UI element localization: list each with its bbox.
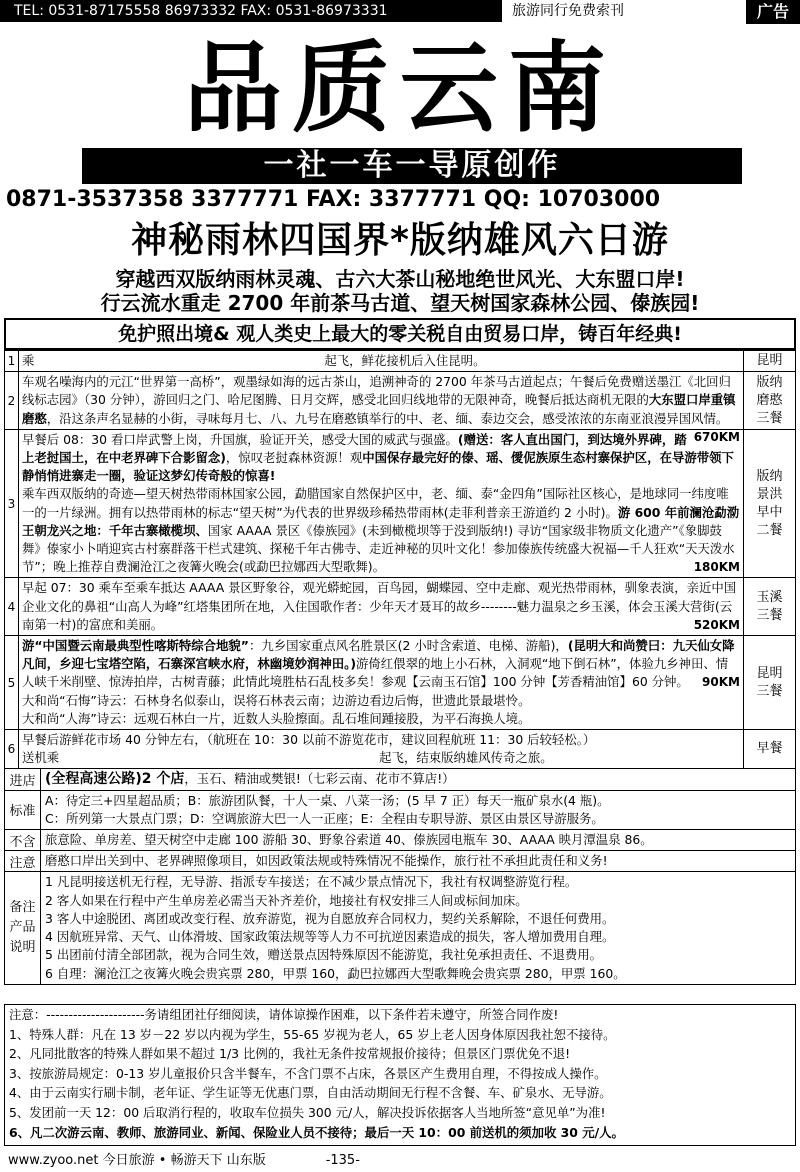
day-content: [19, 351, 743, 371]
tour-subtitle-1: 穿越西双版纳雨林灵魂、古六大茶山秘地绝世风光、大东盟口岸!: [115, 267, 685, 291]
day-text: 乘车西双版纳的奇迹—望天树热带雨林国家公园，勐腊国家自然保护区中，老、缅、泰“金四角”国际社区核心，是地球同一纬度唯一的一片绿洲。拥有以热带雨林的标志“望天树”为代表的世界级珍稀热带雨林(走菲利普亲王游道约 2 小时)。: [22, 486, 729, 520]
info-remarks: [5, 871, 795, 983]
day-text-bold: 大东盟口岸重镇磨憨: [22, 392, 736, 426]
remark-item: 4 因航班异常、天气、山体滑坡、国家政策法规等等人力不可抗逆因素造成的损失，客人增加费用自理。: [45, 929, 615, 945]
day-text: 早餐后 08：30 看口岸武警上岗，升国旗，验证开关，感受大国的威武与强盛。: [22, 431, 458, 447]
day-meal: 玉溪 三餐: [743, 578, 795, 635]
remark-item: 1 凡昆明接送机无行程，无导游、指派专车接送；在不减少景点情况下，我社有权调整游览行程。: [45, 874, 578, 890]
page-footer: [0, 1150, 800, 1172]
note-item: 5、发团前一天 12：00 后取消行程的，收取车位损失 300 元/人，解决投诉依据客人当地所签“意见单”为准!: [9, 1104, 606, 1120]
notes-heading: [9, 1005, 791, 1025]
footer-site: www.zyoo.net 今日旅游 • 畅游天下 山东版: [8, 1153, 266, 1168]
brand-slogan: 一社一车一导原创作: [82, 148, 742, 184]
brand-title: 品质云南: [183, 32, 616, 146]
itinerary-day-6: [5, 729, 795, 768]
info-label: 注意: [5, 851, 41, 871]
note-item: 4、由于云南实行刷卡制，老年证、学生证等无优惠门票，自由活动期间无行程不含餐、车、矿泉水、无导游。: [9, 1085, 612, 1101]
footer-page-number: -135-: [325, 1153, 360, 1168]
day-text: ，惊叹老挝森林资源！观: [225, 450, 363, 466]
day-number: 4: [5, 578, 19, 635]
day-text: 早餐后游鲜花市场 40 分钟左右，（航班在 10：30 以前不游览花市，建议回程航班 11：30 后较轻松。）: [22, 732, 596, 748]
day-text: 起飞，结束版纳雄风传奇之旅。: [379, 750, 553, 766]
remark-item: 5 出团前付清全部团款，视为合同生效，赠送景点因特殊原因不能游览，我社免承担责任、不退费用。: [45, 947, 603, 963]
contact-banner: TEL: 0531-87175558 86973332 FAX: 0531-86973331: [0, 0, 502, 22]
day-content: [19, 430, 743, 578]
info-content: [41, 769, 795, 789]
day-meal: 早餐: [743, 730, 795, 768]
info-standard: [5, 790, 795, 829]
day-text: 大和尚“石悔”诗云：石林身名似泰山，误将石林表云南；边游边看边后悔，世遗此景最堪怜。: [22, 692, 531, 708]
itinerary-day-5: [5, 635, 795, 729]
ad-badge: 广告: [746, 0, 800, 24]
day-content: [19, 636, 743, 729]
info-text-bold: (全程高速公路)2 个店: [45, 771, 185, 788]
info-text: ，玉石、精油或樊银!（七彩云南、花市不算店!）: [184, 771, 455, 787]
day-text: 乘: [22, 353, 35, 368]
remark-item: 6 自理：澜沧江之夜篝火晚会贵宾票 280，甲票 160，勐巴拉娜西大型歌舞晚会贵宾票 280，甲票 160。: [45, 965, 626, 981]
day-distance: 520KM: [693, 617, 740, 632]
info-content: [41, 872, 795, 983]
day-number: 2: [5, 372, 19, 429]
tour-highlight: 免护照出境& 观人类史上最大的零关税自由贸易口岸，铸百年经典!: [4, 318, 796, 350]
info-label: 不含: [5, 830, 41, 850]
day-meal: 昆明: [743, 351, 795, 371]
notes-head-dashes: ----------------------: [46, 1007, 145, 1022]
day-content: [19, 730, 743, 768]
info-text: A：待定三+四星超品质；B：旅游团队餐，十人一桌、八菜一汤；(5 早 7 正）每天一瓶矿泉水(4 瓶)。: [45, 792, 610, 808]
day-text: 国家 AAAA 景区《傣族园》(未到橄榄坝等于没到版纳!) 寻访“国家级非物质文化遗产”《象脚鼓舞》傣家小卜哨迎宾古村寨群落干栏式建筑、探秘千年古佛寺、走近神秘的贝叶文化！参加傣族传统盛大祝福—千人狂欢“天天泼水节”；晚上推荐自费澜沧江之夜篝火晚会(或勐巴拉娜西大型歌舞)。: [22, 522, 735, 575]
day-number: 6: [5, 730, 19, 768]
note-item: 3、按旅游局规定：0-13 岁儿童报价只含半餐车，不含门票不占床，各景区产生费用自理，不得按成人操作。: [9, 1065, 607, 1081]
info-content: [41, 791, 795, 829]
tour-subtitle-2: 行云流水重走 2700 年前茶马古道、望天树国家森林公园、傣族园!: [100, 291, 700, 315]
terms-notes: [4, 1004, 796, 1146]
day-text-bold: (赠送：客人直出国门，到达境外界碑，踏上老挝国土，在中老界碑下合影留念): [22, 431, 687, 466]
tour-title: 神秘雨林四国界*版纳雄风六日游: [131, 220, 669, 261]
remark-item: 3 客人中途脱团、离团或改变行程、放弃游览，视为自愿放弃合同权力，契约关系解除，不退任何费用。: [45, 910, 615, 926]
info-attention: [5, 850, 795, 871]
itinerary-day-3: [5, 429, 795, 578]
info-label: 标准: [5, 791, 41, 829]
day-text: 送机乘: [22, 750, 60, 766]
day-meal: 版纳 景洪 早中 二餐: [743, 430, 795, 578]
day-meal: 昆明 三餐: [743, 636, 795, 729]
info-label: 备注 产品 说明: [5, 872, 41, 983]
itinerary-day-4: [5, 577, 795, 635]
day-number: 1: [5, 351, 19, 371]
day-text-bold: (昆明大和尚赞曰：九天仙女降凡间，乡迎七宝塔空陷，石寨深宫峡水府，林幽境妙润神田。): [22, 638, 735, 672]
note-item: 2、凡同批散客的特殊人群如果不超过 1/3 比例的，我社无条件按常规报价接待；但景区门票优免不退!: [9, 1046, 571, 1062]
top-bar: [0, 0, 800, 24]
day-text-bold: 中国保存最完好的傣、瑶、僾伲族原生态村寨保护区，在导游带领下静悄悄进寨走一圈，验证这梦幻传奇般的惊喜!: [22, 450, 734, 484]
day-text: ，沿这条声名显赫的小街，寻味每月七、八、九号在磨憨镇举行的中、老、缅、泰边交会，感受浓浓的东南亚浪漫异国风情。: [46, 410, 729, 426]
notes-head-label: 注意：: [9, 1007, 47, 1022]
remark-item: 2 客人如果在行程中产生单房差必需当天补齐差价，地接社有权安排三人间或标间加床。: [45, 892, 528, 908]
day-distance: 90KM: [702, 675, 740, 690]
notes-head-text: 务请组团社仔细阅读，请体谅操作困难，以下条件若未遵守，所签合同作废!: [144, 1007, 559, 1022]
day-number: 5: [5, 636, 19, 729]
day-text: 起飞，鲜花接机后入住昆明。: [324, 353, 486, 368]
day-content: [19, 578, 743, 635]
info-content: 磨憨口岸出关到中、老界碑照像项目，如因政策法规或特殊情况不能操作，旅行社不承担此责任和义务!: [45, 853, 608, 869]
note-item: 6、凡二次游云南、教师、旅游同业、新闻、保险业人员不接待；最后一天 10：00 前送机的须加收 30 元/人。: [9, 1124, 624, 1140]
day-text-bold: 游 600 年前澜沧勐泐王朝龙兴之地：千年古寨橄榄坝、: [22, 504, 740, 538]
day-distance: 670KM: [693, 429, 740, 444]
day-text: ：九乡国家重点风名胜景区(2 小时含索道、电梯、游船)，: [248, 638, 568, 654]
day-text: 大和尚“人海”诗云：远观石林白一片，近数人头脸擦面。乱石堆间踵接股，为平石海换人境。: [22, 710, 531, 726]
itinerary-table: [4, 350, 796, 985]
info-shops: [5, 768, 795, 789]
day-meal: 版纳 磨憨 三餐: [743, 372, 795, 429]
day-distance: 180KM: [693, 560, 740, 575]
day-number: 3: [5, 430, 19, 578]
free-index-note: 旅游同行免费索刊: [512, 3, 624, 19]
note-item: 1、特殊人群：凡在 13 岁－22 岁以内视为学生，55-65 岁视为老人，65 岁上老人因身体原因我社恕不接待。: [9, 1026, 616, 1042]
info-label: 进店: [5, 769, 41, 789]
day-text: 车观名噪海内的元江“世界第一高桥”，观墨绿如海的远古茶山，追溯神奇的 2700 年茶马古道起点；午餐后免费赠送墨江《北回归线标志园》（30 分钟），游回归之门、哈尼图腾、日月交辉，感受北回归线地带的无限神奇，晚餐后抵达商机无限的: [22, 374, 731, 408]
info-content: 旅意险、单房差、望天树空中走廊 100 游船 30、野象谷索道 40、傣族园电瓶车 30、AAAA 映月潭温泉 86。: [45, 832, 653, 848]
itinerary-day-1: [5, 350, 795, 371]
day-text: 早起 07：30 乘车至乘车抵达 AAAA 景区野象谷，观光蟒蛇园，百鸟园，蝴蝶园、空中走廊、观光热带雨林，驯象表演，亲近中国企业文化的鼻祖“山高人为峰”红塔集团所在地，入住国歌作者：少年天才聂耳的故乡--------魅力温泉之乡玉溪，体会玉溪大营街(云南第一村)的富庶和美丽。: [22, 580, 737, 632]
phone-numbers: 0871-3537358 3377771 FAX: 3377771 QQ: 10703000: [6, 187, 661, 212]
day-text: 游倚红偎翠的地上小石林，入洞观“地下倒石林”，体验九乡神田、情人峡千米削壁、惊涛拍岸，古树青藤；此情此境胜枯石乱枝多矣！参观【云南玉石馆】100 分钟【芳香精油馆】60 分钟。: [22, 656, 729, 690]
info-text: C：所列第一大景点门票；D：空调旅游大巴一人一正座；E：全程由专职导游、景区由景区导游服务。: [45, 810, 604, 826]
info-excludes: [5, 829, 795, 850]
day-text-bold: 游“中国暨云南最典型性喀斯特综合地貌”: [22, 638, 249, 654]
